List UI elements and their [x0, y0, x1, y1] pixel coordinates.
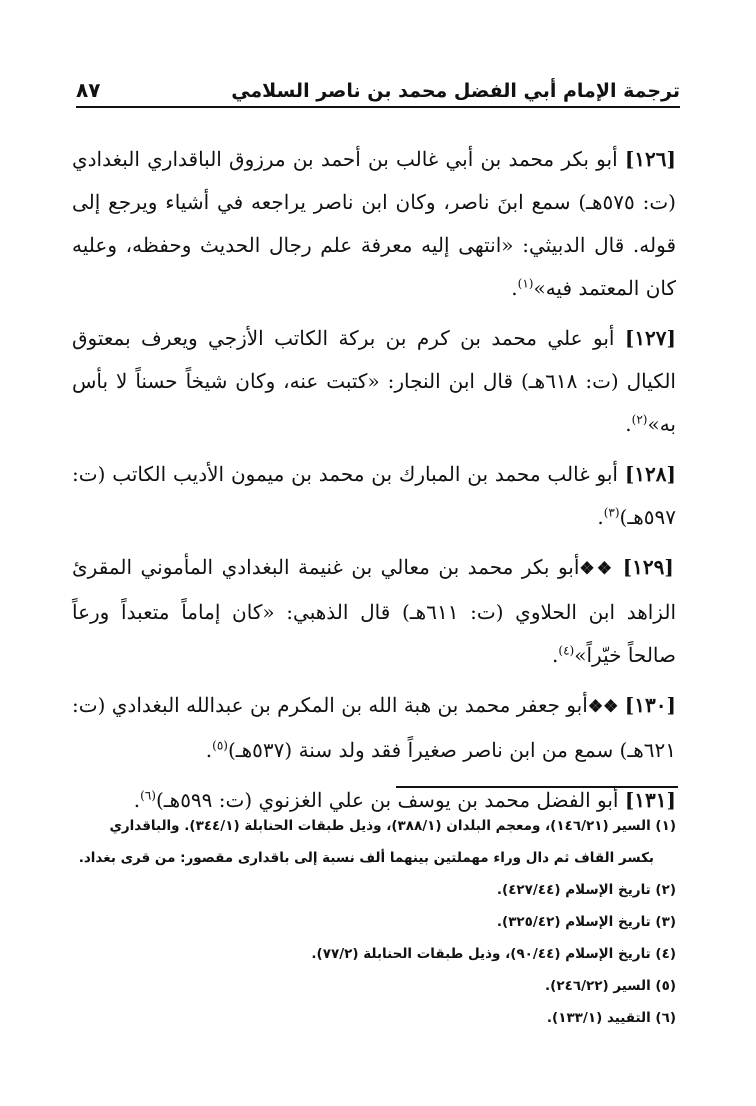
entry-text: أبو غالب محمد بن المبارك بن محمد بن ميمون الأديب الكاتب (ت: ٥٩٧هـ) [72, 462, 676, 529]
footnote-ref: (٦) [140, 788, 156, 803]
page-header [76, 74, 680, 102]
footnote-1-continued: بكسر القاف ثم دال وراء مهملتين بينهما ألف نسبة إلى باقدارى مقصور: من قرى بغداد. [78, 850, 654, 866]
biography-entries [72, 138, 676, 829]
entry-131: [١٣١] أبو الفضل محمد بن يوسف بن علي الغزنوي (ت: ٥٩٩هـ)$^{(٦)}$. [133, 788, 676, 812]
entry-126: [١٢٦] أبو بكر محمد بن أبي غالب بن أحمد بن مرزوق الباقداري البغدادي (ت: ٥٧٥هـ) سمع ابنَ ناصر، وكان ابن ناصر يراجعه في أشياء ويرجع إلى قوله. قال الدبيثي: «انتهى إليه معرفة علم رجال الحديث وحفظه، وعليه كان المعتمد فيه»$^{(١)}$. [72, 147, 676, 300]
header-rule [76, 106, 680, 108]
footnote-ref: (٢) [631, 412, 648, 427]
entry-130: [١٣٠] ❖❖أبو جعفر محمد بن هبة الله بن المكرم بن عبدالله البغدادي (ت: ٦٢١هـ) سمع من ابن ناصر صغيراً فقد ولد سنة (٥٣٧هـ)$^{(٥)}$. [72, 693, 676, 762]
entry-text: أبو الفضل محمد بن يوسف بن علي الغزنوي (ت: ٥٩٩هـ) [155, 788, 619, 812]
entry-text: أبو جعفر محمد بن هبة الله بن المكرم بن عبدالله البغدادي (ت: ٦٢١هـ) سمع من ابن ناصر صغيراً فقد ولد سنة (٥٣٧هـ) [72, 693, 676, 762]
entry-text: أبو بكر محمد بن أبي غالب بن أحمد بن مرزوق الباقداري البغدادي (ت: ٥٧٥هـ) سمع ابنَ ناصر، وكان ابن ناصر يراجعه في أشياء ويرجع إلى قوله. قال الدبيثي: «انتهى إليه معرفة علم رجال الحديث وحفظه، وعليه كان المعتمد فيه» [72, 147, 676, 300]
entry-number: [١٢٦] [624, 147, 676, 171]
footnote-2: (٢) تاريخ الإسلام (٤٢٧/٤٤). [496, 882, 676, 898]
star-marker-icon: ❖❖ [579, 559, 615, 579]
footnote-5: (٥) السير (٢٤٦/٢٢). [545, 978, 676, 994]
footnote-1: (١) السير (١٤٦/٢١)، ومعجم البلدان (٣٨٨/١)، وذيل طبقات الحنابلة (٣٤٤/١). والباقداري [109, 818, 676, 834]
running-title: ترجمة الإمام أبي الفضل محمد بن ناصر السلامي [231, 80, 680, 102]
entry-number: [١٣١] [624, 788, 676, 812]
page-number: ٨٧ [76, 78, 101, 102]
entry-127: [١٢٧] أبو علي محمد بن كرم بن بركة الكاتب الأزجي ويعرف بمعتوق الكيال (ت: ٦١٨هـ) قال ابن النجار: «كتبت عنه، وكان شيخاً حسناً لا بأس به»$^{(٢)}$. [72, 326, 677, 436]
footnote-4: (٤) تاريخ الإسلام (٩٠/٤٤)، وذيل طبقات الحنابلة (٧٧/٢). [311, 946, 676, 962]
footnote-ref: (٣) [603, 505, 620, 520]
entry-text: أبو علي محمد بن كرم بن بركة الكاتب الأزجي ويعرف بمعتوق الكيال (ت: ٦١٨هـ) قال ابن النجار: «كتبت عنه، وكان شيخاً حسناً لا بأس به» [72, 326, 676, 436]
footnote-ref: (١) [517, 276, 534, 291]
entry-number: [١٢٨] [624, 462, 676, 486]
star-marker-icon: ❖❖ [587, 697, 619, 717]
footnote-6: (٦) التقييد (١٣٣/١). [546, 1010, 676, 1026]
entry-128: [١٢٨] أبو غالب محمد بن المبارك بن محمد بن ميمون الأديب الكاتب (ت: ٥٩٧هـ)$^{(٣)}$. [72, 462, 676, 529]
footnote-ref: (٤) [558, 643, 575, 658]
footnotes [72, 810, 676, 1034]
entry-129: [١٢٩] ❖❖أبو بكر محمد بن معالي بن غنيمة البغدادي المأموني المقرئ الزاهد ابن الحلاوي (ت: ٦١١هـ) قال الذهبي: «كان إماماً متعبداً ورعاً صالحاً خيّراً»$^{(٤)}$. [72, 555, 676, 667]
footnote-ref: (٥) [212, 738, 228, 753]
entry-number: [١٣٠] [624, 693, 676, 717]
entry-number: [١٢٧] [624, 326, 677, 350]
footnote-3: (٣) تاريخ الإسلام (٣٢٥/٤٢). [496, 914, 676, 930]
footnote-rule [396, 786, 678, 788]
entry-number: [١٢٩] [622, 555, 674, 579]
entry-text: أبو بكر محمد بن معالي بن غنيمة البغدادي المأموني المقرئ الزاهد ابن الحلاوي (ت: ٦١١هـ) قال الذهبي: «كان إماماً متعبداً ورعاً صالحاً خيّراً» [72, 555, 676, 667]
